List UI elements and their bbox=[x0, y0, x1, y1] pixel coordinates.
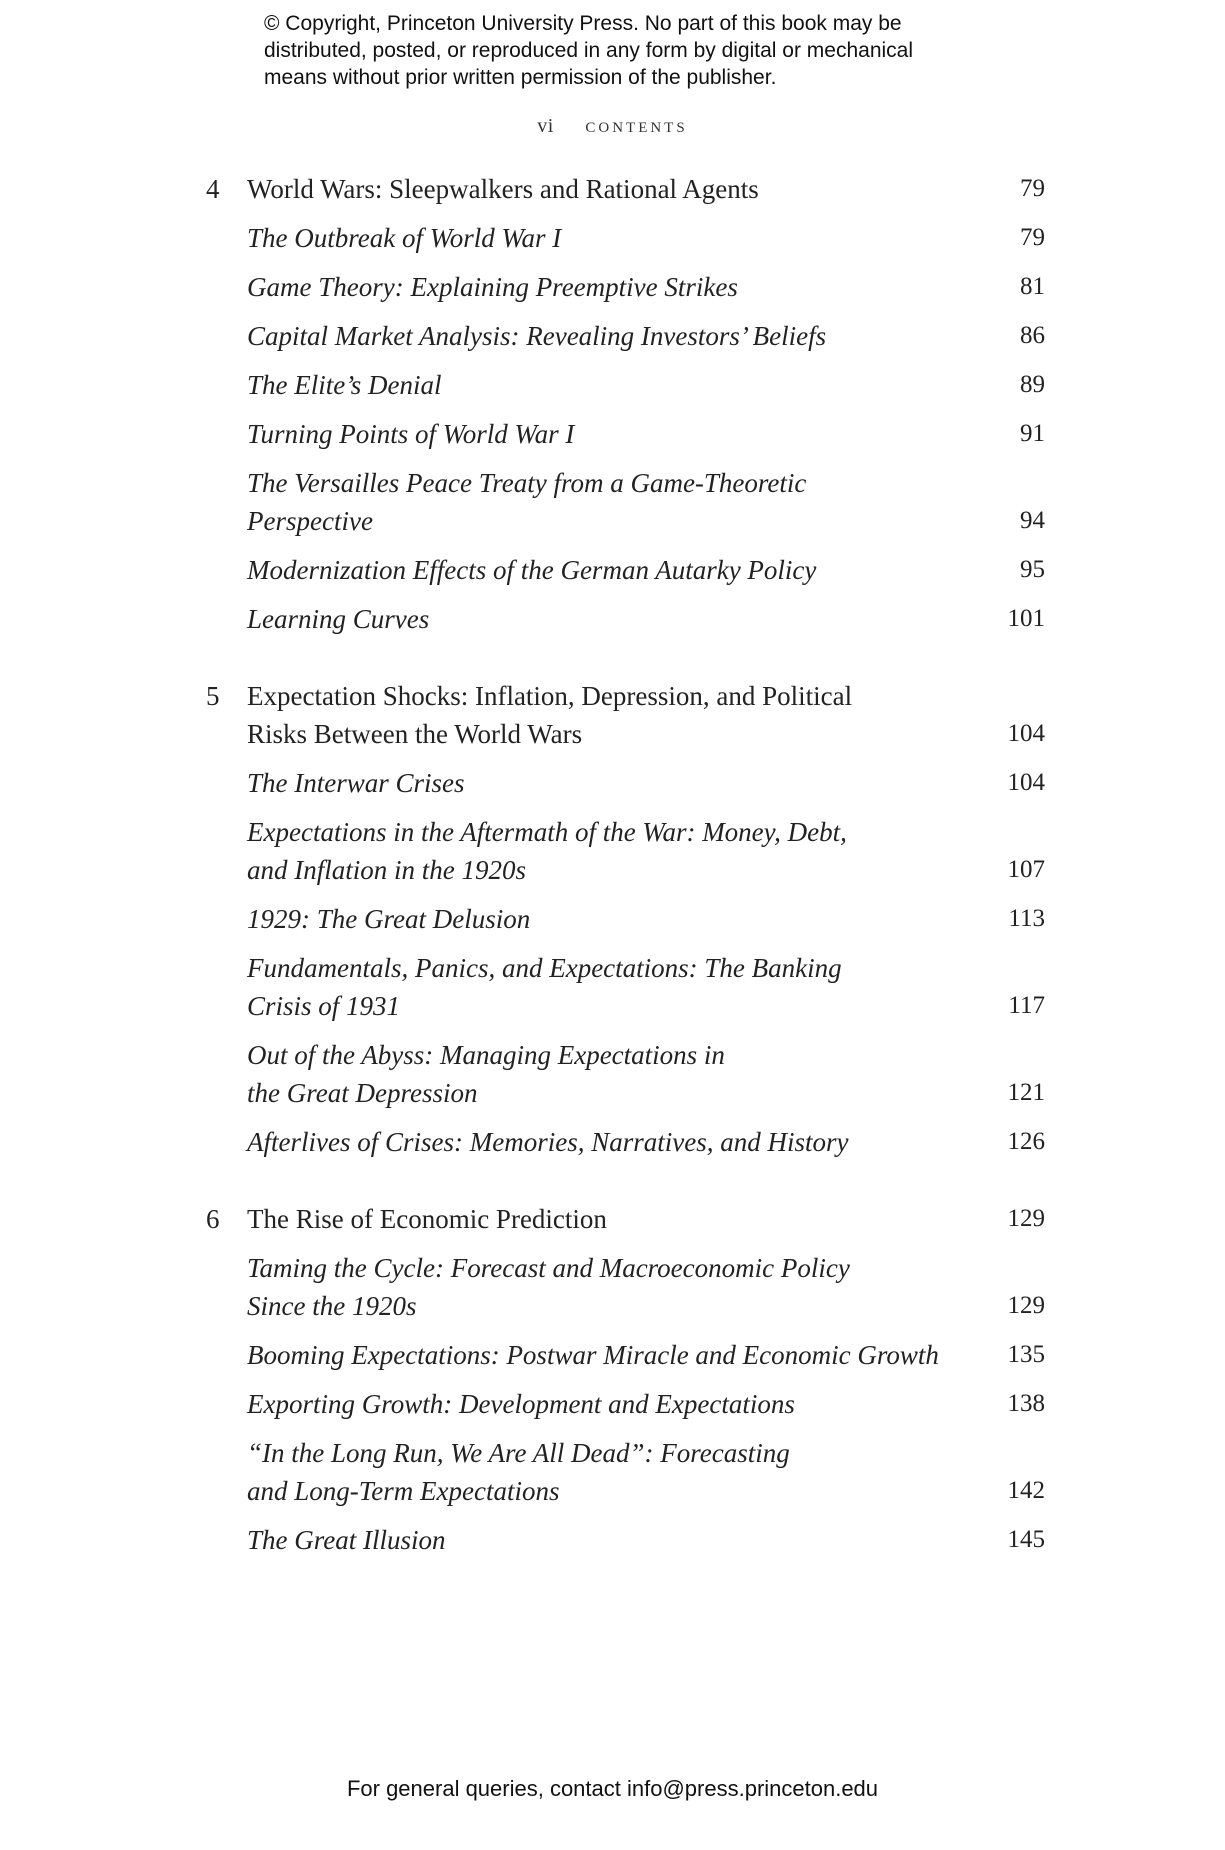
title-line: Expectations in the Aftermath of the War: Money, Debt, bbox=[247, 817, 847, 847]
title-line: 1929: The Great Delusion bbox=[247, 904, 531, 934]
section-entry bbox=[0, 1521, 1225, 1559]
page-number: 129 bbox=[1007, 1205, 1045, 1232]
section-entry bbox=[0, 1123, 1225, 1161]
section-entry bbox=[0, 764, 1225, 802]
section-title bbox=[247, 317, 937, 355]
title-line: Out of the Abyss: Managing Expectations in bbox=[247, 1040, 725, 1070]
section-entry bbox=[0, 813, 1225, 889]
page-number: 101 bbox=[1007, 605, 1045, 632]
chapter-number: 4 bbox=[206, 174, 220, 204]
title-line: the Great Depression bbox=[247, 1078, 478, 1108]
page-number: 81 bbox=[1020, 273, 1045, 300]
section-title bbox=[247, 600, 937, 638]
title-line: Afterlives of Crises: Memories, Narratives, and History bbox=[247, 1127, 849, 1157]
title-line: Turning Points of World War I bbox=[247, 419, 575, 449]
title-line: The Elite’s Denial bbox=[247, 370, 442, 400]
page-number: 113 bbox=[1008, 905, 1045, 932]
page-number: 138 bbox=[1007, 1390, 1045, 1417]
copyright-line: means without prior written permission of the publisher. bbox=[264, 66, 777, 89]
title-line: Fundamentals, Panics, and Expectations: The Banking bbox=[247, 953, 842, 983]
section-title bbox=[247, 1336, 937, 1374]
section-entry bbox=[0, 1249, 1225, 1325]
title-line: Risks Between the World Wars bbox=[247, 719, 583, 749]
section-entry bbox=[0, 600, 1225, 638]
chapter-number: 6 bbox=[206, 1204, 220, 1234]
page-number: 79 bbox=[1020, 175, 1045, 202]
page-number: 135 bbox=[1007, 1341, 1045, 1368]
title-line: Booming Expectations: Postwar Miracle and Economic Growth bbox=[247, 1340, 939, 1370]
title-line: The Versailles Peace Treaty from a Game-Theoretic bbox=[247, 468, 807, 498]
chapter-entry bbox=[0, 677, 1225, 753]
section-entry bbox=[0, 219, 1225, 257]
chapter-number: 5 bbox=[206, 681, 220, 711]
page-number: 145 bbox=[1007, 1526, 1045, 1553]
title-line: and Inflation in the 1920s bbox=[247, 855, 526, 885]
title-line: Modernization Effects of the German Autarky Policy bbox=[247, 555, 817, 585]
section-entry bbox=[0, 464, 1225, 540]
chapter-title bbox=[247, 170, 937, 208]
page-number: 121 bbox=[1007, 1079, 1045, 1106]
section-title bbox=[247, 813, 937, 889]
title-line: Expectation Shocks: Inflation, Depression, and Political bbox=[247, 681, 853, 711]
page-number: 95 bbox=[1020, 556, 1045, 583]
chapter-entry bbox=[0, 1200, 1225, 1238]
copyright-line: distributed, posted, or reproduced in any form by digital or mechanical bbox=[264, 39, 914, 62]
section-title bbox=[247, 1249, 937, 1325]
title-line: World Wars: Sleepwalkers and Rational Agents bbox=[247, 174, 759, 204]
page-number: 94 bbox=[1020, 507, 1045, 534]
page-number: 129 bbox=[1007, 1292, 1045, 1319]
section-entry bbox=[0, 268, 1225, 306]
section-title bbox=[247, 1036, 937, 1112]
title-line: The Great Illusion bbox=[247, 1525, 446, 1555]
title-line: Learning Curves bbox=[247, 604, 430, 634]
section-entry bbox=[0, 1434, 1225, 1510]
chapter-title bbox=[247, 677, 937, 753]
section-title bbox=[247, 900, 937, 938]
title-line: Crisis of 1931 bbox=[247, 991, 401, 1021]
title-line: “In the Long Run, We Are All Dead”: Forecasting bbox=[247, 1438, 790, 1468]
chapter-entry bbox=[0, 170, 1225, 208]
title-line: Exporting Growth: Development and Expectations bbox=[247, 1389, 795, 1419]
section-title bbox=[247, 1385, 937, 1423]
section-entry bbox=[0, 949, 1225, 1025]
running-head-title: contents bbox=[585, 112, 688, 137]
page-number: 89 bbox=[1020, 371, 1045, 398]
page-number: 104 bbox=[1007, 769, 1045, 796]
page-number: 86 bbox=[1020, 322, 1045, 349]
copyright-notice bbox=[264, 10, 1004, 91]
section-entry bbox=[0, 1385, 1225, 1423]
page-folio: vi bbox=[537, 115, 554, 137]
title-line: The Rise of Economic Prediction bbox=[247, 1204, 607, 1234]
section-entry bbox=[0, 900, 1225, 938]
section-entry bbox=[0, 551, 1225, 589]
chapter-title bbox=[247, 1200, 937, 1238]
section-title bbox=[247, 1123, 937, 1161]
title-line: and Long-Term Expectations bbox=[247, 1476, 560, 1506]
title-line: Perspective bbox=[247, 506, 373, 536]
footer-contact: For general queries, contact info@press.princeton.edu bbox=[346, 1776, 879, 1801]
page-number: 126 bbox=[1007, 1128, 1045, 1155]
page-number: 91 bbox=[1020, 420, 1045, 447]
section-title bbox=[247, 764, 937, 802]
section-entry bbox=[0, 1036, 1225, 1112]
section-title bbox=[247, 464, 937, 540]
title-line: Capital Market Analysis: Revealing Investors’ Beliefs bbox=[247, 321, 827, 351]
section-title bbox=[247, 415, 937, 453]
title-line: The Interwar Crises bbox=[247, 768, 465, 798]
title-line: Since the 1920s bbox=[247, 1291, 417, 1321]
section-title bbox=[247, 268, 937, 306]
copyright-line: © Copyright, Princeton University Press. No part of this book may be bbox=[264, 12, 902, 35]
page-number: 79 bbox=[1020, 224, 1045, 251]
section-title bbox=[247, 1434, 937, 1510]
running-head bbox=[0, 112, 1225, 138]
section-title bbox=[247, 219, 937, 257]
title-line: The Outbreak of World War I bbox=[247, 223, 562, 253]
page-number: 142 bbox=[1007, 1477, 1045, 1504]
section-entry bbox=[0, 317, 1225, 355]
page-number: 117 bbox=[1008, 992, 1045, 1019]
title-line: Game Theory: Explaining Preemptive Strikes bbox=[247, 272, 738, 302]
section-entry bbox=[0, 1336, 1225, 1374]
section-entry bbox=[0, 366, 1225, 404]
section-title bbox=[247, 366, 937, 404]
section-title bbox=[247, 949, 937, 1025]
section-title bbox=[247, 1521, 937, 1559]
page-number: 104 bbox=[1007, 720, 1045, 747]
section-entry bbox=[0, 415, 1225, 453]
section-title bbox=[247, 551, 937, 589]
page-number: 107 bbox=[1007, 856, 1045, 883]
title-line: Taming the Cycle: Forecast and Macroeconomic Policy bbox=[247, 1253, 850, 1283]
